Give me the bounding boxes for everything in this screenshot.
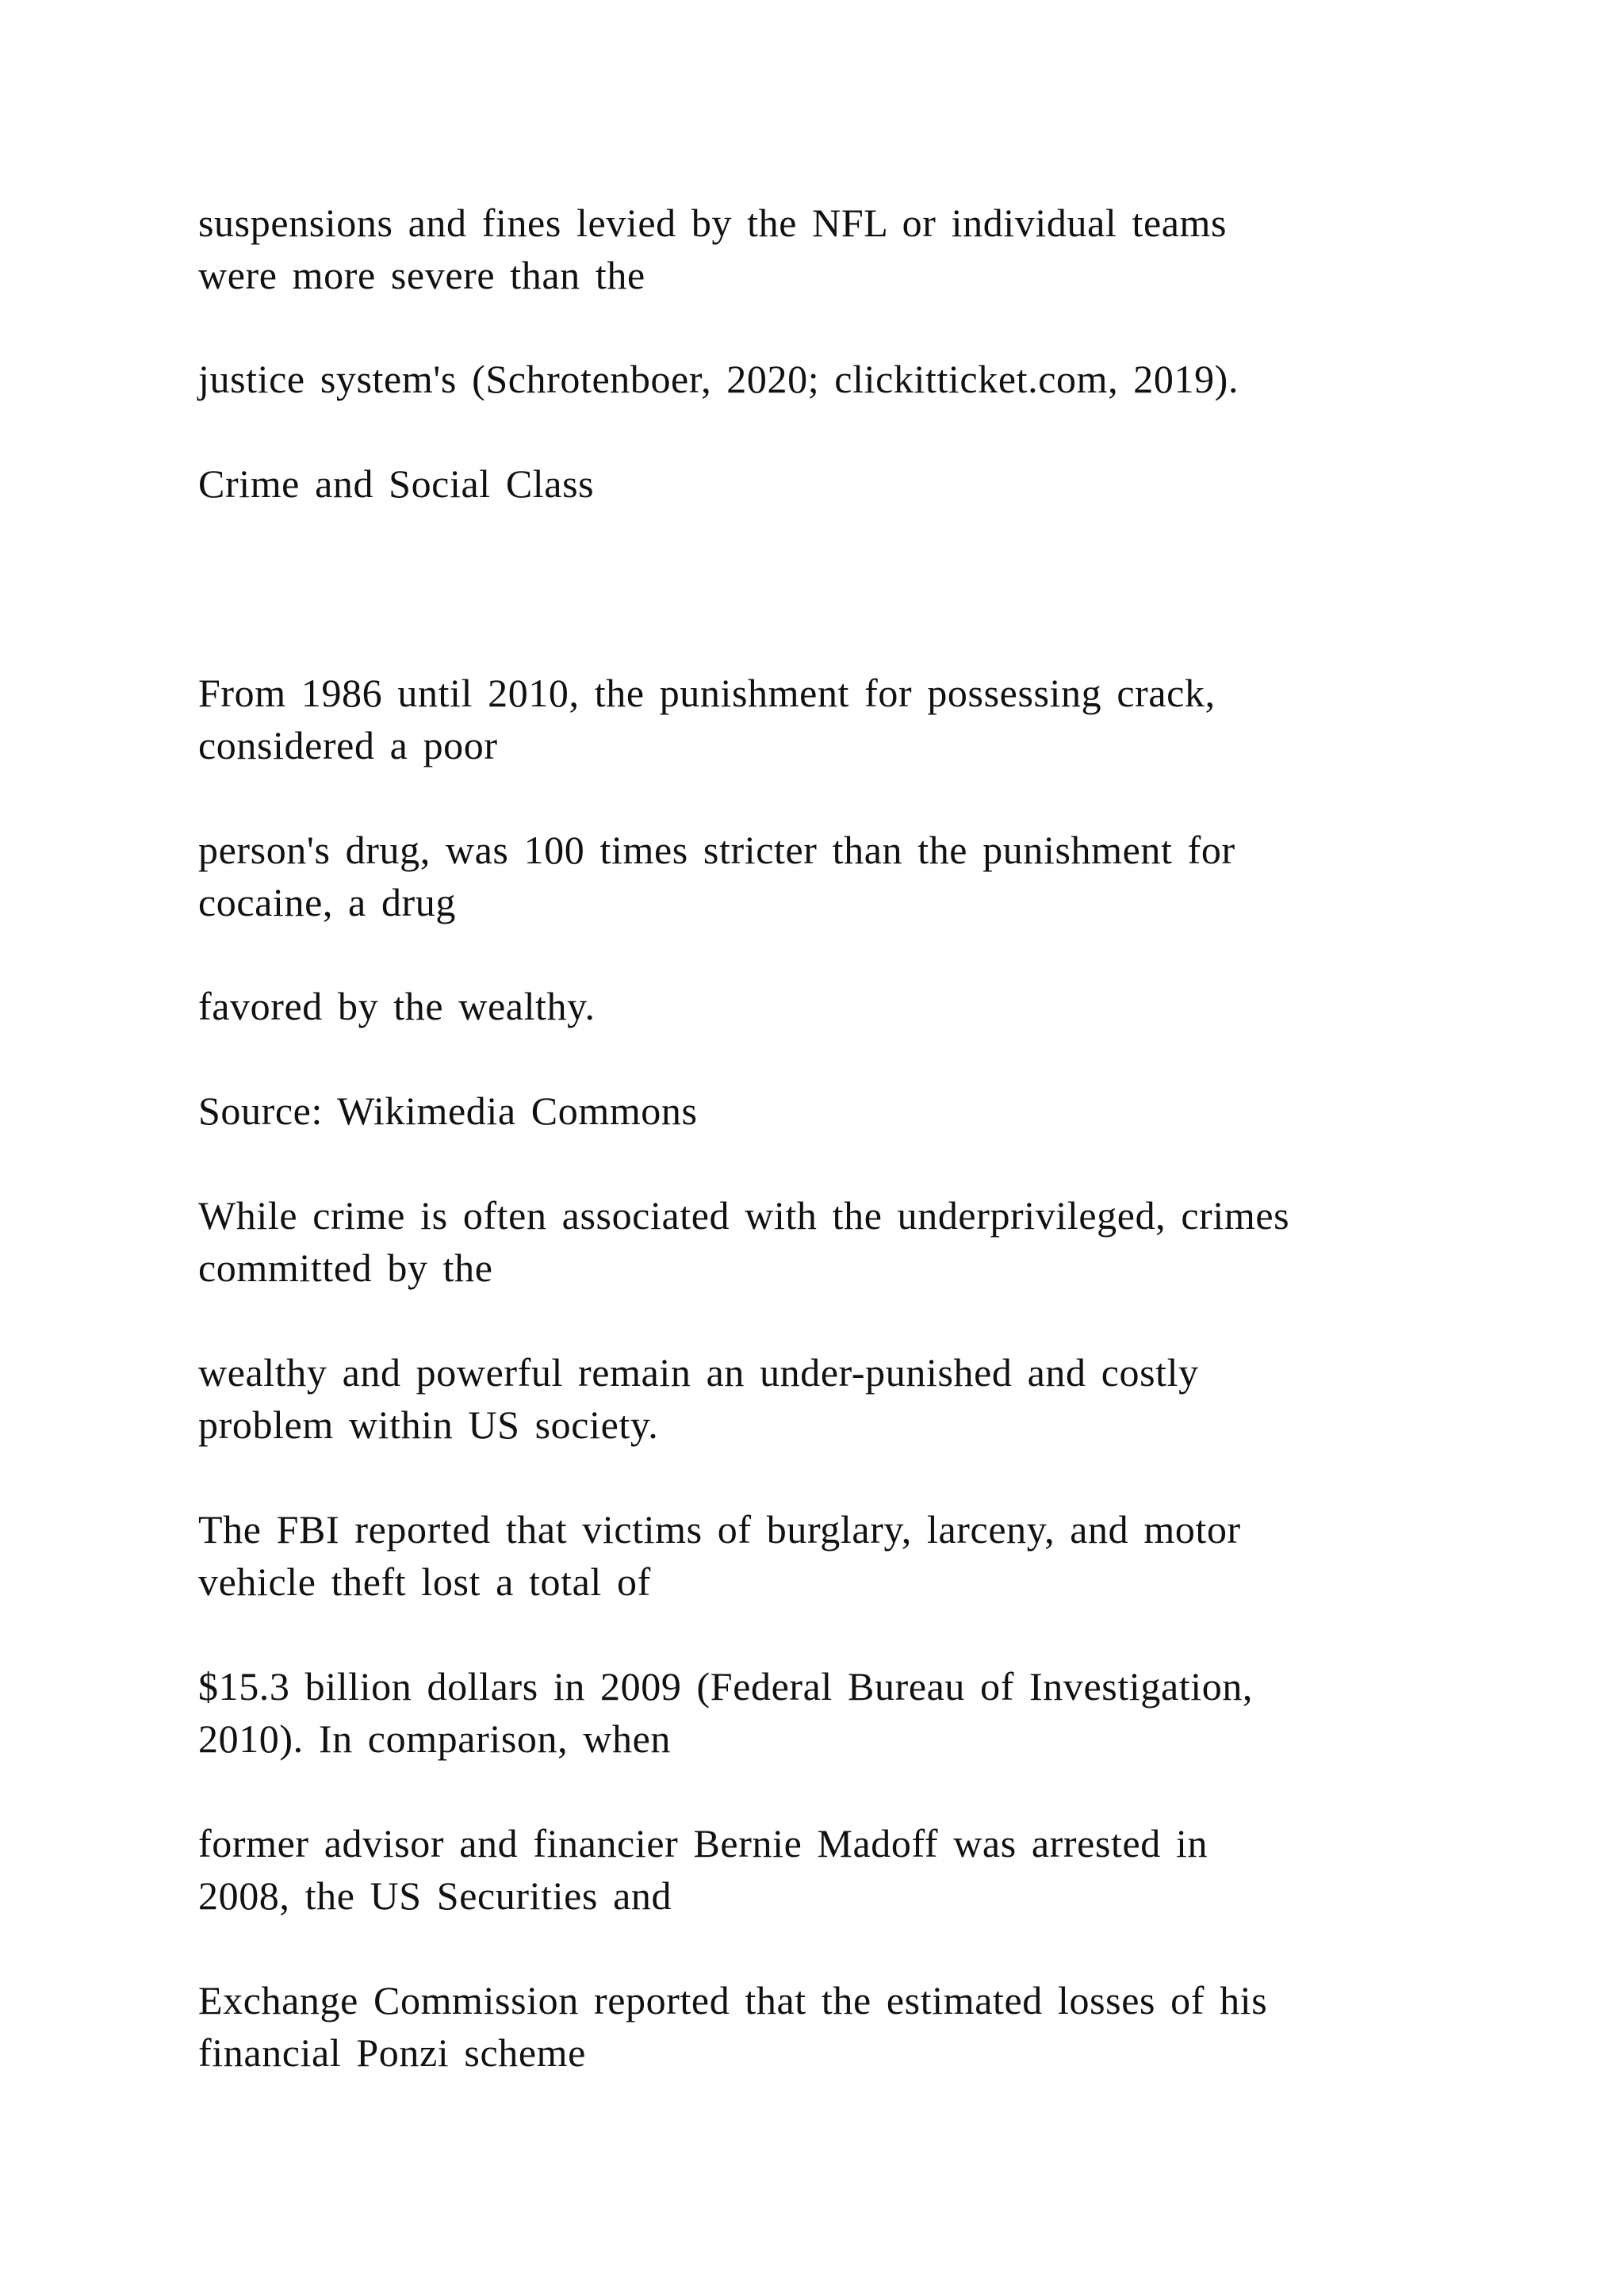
paragraph-crack-punishment [198, 667, 1483, 771]
text-line: former advisor and financier Bernie Madoff was arrested in [198, 1821, 1208, 1866]
text-line: 2008, the US Securities and [198, 1873, 672, 1918]
text-line: were more severe than the [198, 253, 645, 297]
paragraph-billion-dollars [198, 1660, 1483, 1765]
text-line: person's drug, was 100 times stricter than the punishment for [198, 828, 1235, 872]
paragraph-exchange-commission [198, 1974, 1483, 2079]
text-line: Source: Wikimedia Commons [198, 1089, 698, 1133]
paragraph-nfl-suspensions [198, 197, 1483, 301]
text-line: financial Ponzi scheme [198, 2030, 586, 2075]
text-line: From 1986 until 2010, the punishment for possessing crack, [198, 671, 1216, 715]
paragraph-underprivileged [198, 1189, 1483, 1294]
text-line: 2010). In comparison, when [198, 1716, 671, 1761]
text-line: Exchange Commission reported that the estimated losses of his [198, 1978, 1268, 2022]
paragraph-wealthy-powerful [198, 1346, 1483, 1451]
paragraph-madoff [198, 1817, 1483, 1922]
paragraph-justice-system [198, 353, 1483, 405]
text-line: suspensions and fines levied by the NFL or individual teams [198, 201, 1228, 245]
text-line: The FBI reported that victims of burglary, larceny, and motor [198, 1507, 1241, 1552]
text-line: favored by the wealthy. [198, 984, 596, 1028]
paragraph-source [198, 1085, 1483, 1137]
text-line: $15.3 billion dollars in 2009 (Federal Bureau of Investigation, [198, 1664, 1254, 1709]
text-line: justice system's (Schrotenboer, 2020; clickitticket.com, 2019). [198, 357, 1239, 401]
text-line: vehicle theft lost a total of [198, 1559, 651, 1604]
paragraph-fbi-report [198, 1503, 1483, 1608]
text-line: cocaine, a drug [198, 880, 457, 924]
section-heading-crime-social-class [198, 457, 1483, 510]
text-line: Crime and Social Class [198, 461, 595, 506]
text-line: committed by the [198, 1246, 493, 1290]
text-line: considered a poor [198, 723, 498, 767]
text-line: wealthy and powerful remain an under-punished and costly [198, 1350, 1199, 1395]
paragraph-persons-drug [198, 824, 1483, 928]
text-line: problem within US society. [198, 1402, 659, 1447]
paragraph-favored-wealthy [198, 980, 1483, 1032]
text-line: While crime is often associated with the underprivileged, crimes [198, 1193, 1290, 1238]
